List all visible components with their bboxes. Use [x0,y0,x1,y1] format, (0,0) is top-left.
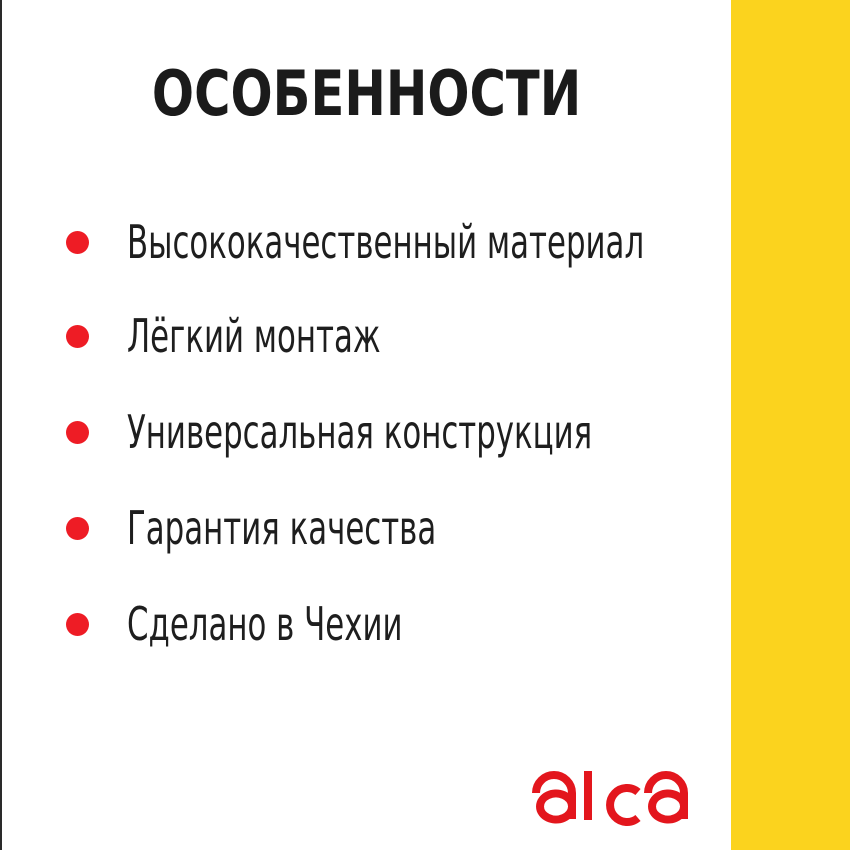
page-title: ОСОБЕННОСТИ [151,57,582,130]
alca-logo [530,763,700,835]
feature-item [66,212,726,272]
feature-item [66,402,726,462]
left-border-line [0,0,2,850]
feature-text: Универсальная конструкция [127,405,593,459]
feature-text: Сделано в Чехии [127,597,403,651]
feature-item [66,594,726,654]
yellow-side-band [731,0,850,850]
feature-text: Лёгкий монтаж [127,309,381,363]
feature-text: Высококачественный материал [127,215,645,269]
feature-item [66,306,726,366]
feature-text: Гарантия качества [127,501,437,555]
bullet-dot-icon [66,325,89,348]
bullet-dot-icon [66,421,89,444]
bullet-dot-icon [66,613,89,636]
feature-item [66,498,726,558]
bullet-dot-icon [66,231,89,254]
bullet-dot-icon [66,517,89,540]
